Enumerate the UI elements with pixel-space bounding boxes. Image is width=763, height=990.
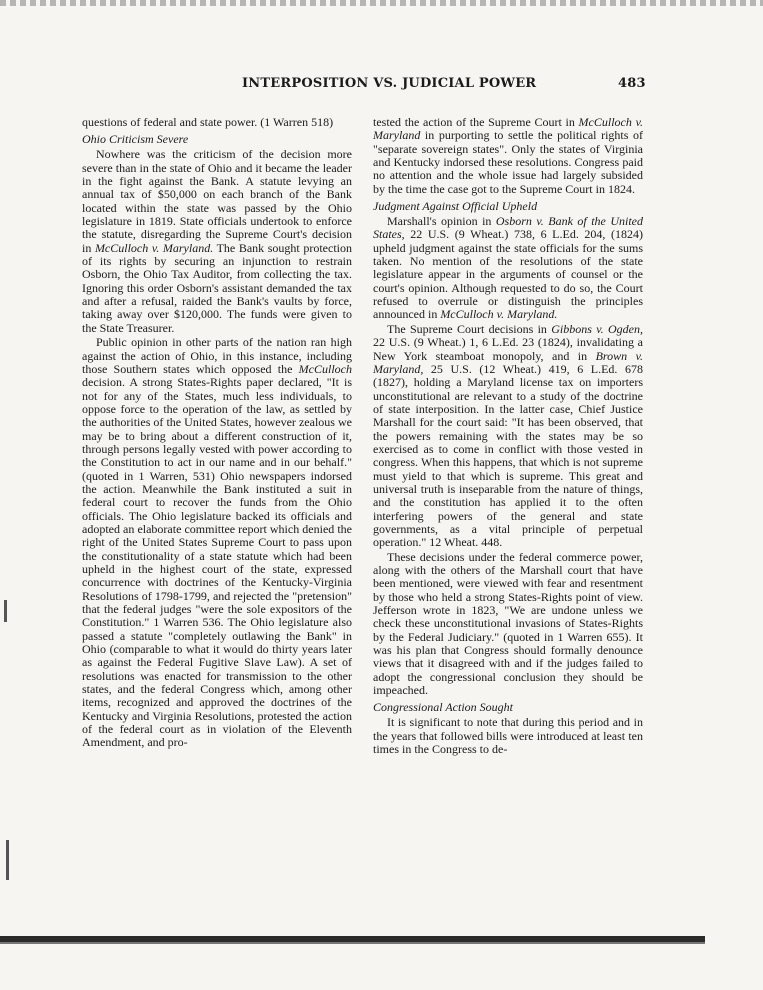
page-number: 483 bbox=[618, 76, 646, 91]
paragraph: questions of federal and state power. (1 Warren 518) bbox=[82, 115, 334, 129]
section-heading: Congressional Action Sought bbox=[373, 700, 514, 715]
case-name: Gibbons v. Ogden, bbox=[551, 321, 643, 336]
paragraph: It is significant to note that during this period and in the years that followed bills were introduced at least ten times in the Congress to de- bbox=[373, 715, 643, 757]
section-heading: Judgment Against Official Upheld bbox=[373, 199, 538, 214]
scan-bottom-edge bbox=[0, 936, 705, 944]
case-name: McCulloch v. Maryland bbox=[373, 115, 644, 143]
paragraph: Nowhere was the criticism of the decision more severe than in the state of Ohio and it became the leader in the fight against the Bank. A statute levying an annual tax of $50,000 on each branch of the Bank located within the state was passed by the Ohio legislature in 1819. State officials undertook to enforce the statute, disregarding the Supreme Court's decision in McCulloch v. Maryland. The Bank sought protection of its rights by securing an injunction to restrain Osborn, the Ohio Tax Auditor, from collecting the tax. Ignoring this order Osborn's assistant demanded the tax and after a refusal, raided the Bank's vaults by force, taking away over $120,000. The funds were given to the State Treasurer. bbox=[82, 147, 352, 335]
case-name: McCulloch v. Maryland. bbox=[94, 240, 214, 255]
section-heading: Ohio Criticism Severe bbox=[82, 132, 189, 147]
case-name: Brown v. Maryland, bbox=[373, 348, 644, 376]
case-name: McCulloch bbox=[298, 361, 352, 376]
scan-top-edge bbox=[0, 0, 763, 6]
binding-mark bbox=[6, 840, 9, 880]
running-head bbox=[0, 76, 763, 96]
paragraph: These decisions under the federal commerce power, along with the others of the Marshall court that have been mentioned, were viewed with fear and resentment by those who held a strong States-Rights point of view. Jefferson wrote in 1823, "We are undone unless we check these unconstitutional invasions of States-Rights by the Federal Judiciary." (quoted in 1 Warren 655). It was his plan that Congress should formally denounce views that it disagreed with and if the judges failed to adopt the congressional conclusion they should be impeached. bbox=[373, 549, 643, 698]
page-title: INTERPOSITION VS. JUDICIAL POWER bbox=[242, 76, 537, 91]
paragraph: The Supreme Court decisions in Gibbons v. Ogden, 22 U.S. (9 Wheat.) 1, 6 L.Ed. 23 (1824), invalidating a New York steamboat monopoly, and in Brown v. Maryland, 25 U.S. (12 Wheat.) 419, 6 L.Ed. 678 (1827), holding a Maryland license tax on importers unconstitutional are relevant to a study of the doctrine of state interposition. In the latter case, Chief Justice Marshall for the court said: "It has been observed, that the powers remaining with the states may be so exercised as to come in conflict with those vested in congress. When this happens, that which is not supreme must yield to that which is supreme. This great and universal truth is inseparable from the nature of things, and the constitution has applied it to the often interfering powers of the general and state governments, as a vital principle of perpetual operation." 12 Wheat. 448. bbox=[373, 321, 644, 550]
paragraph: tested the action of the Supreme Court in McCulloch v. Maryland in purporting to settle the political rights of "separate sovereign states". Only the states of Virginia and Kentucky indorsed these resolutions. Congress paid no attention and the whole issue had largely subsided by the time the case got to the Supreme Court in 1824. bbox=[373, 115, 644, 196]
left-column bbox=[82, 116, 352, 750]
binding-mark bbox=[4, 600, 7, 622]
right-column bbox=[373, 116, 643, 756]
case-name: McCulloch v. Maryland. bbox=[440, 307, 558, 322]
case-name: Osborn v. Bank of the United States, bbox=[373, 214, 643, 242]
paragraph: Public opinion in other parts of the nation ran high against the action of Ohio, in this instance, including those Southern states which opposed the McCulloch decision. A strong States-Rights paper declared, "It is not for any of the States, much less individuals, to oppose force to the operation of the law, as settled by the authorities of the United States, however zealous we may be to bring about a different construction of it, through persons legally vested with power according to the Constitution to act in our name and in our behalf." (quoted in 1 Warren, 531) Ohio newspapers indorsed the action. Meanwhile the Bank instituted a suit in federal court to recover the funds from the Ohio officials. The Ohio legislature backed its officials and adopted an elaborate committee report which denied the right of the United States Supreme Court to pass upon the constitutionality of a state statute which had been upheld in the highest court of the state, expressed concurrence with doctrines of the Kentucky-Virginia Resolutions of 1798-1799, and rejected the "pretension" that the federal judges "were the sole expositors of the Constitution." 1 Warren 536. The Ohio legislature also passed a statute "completely outlawing the Bank" in Ohio (comparable to what it would do thirty years later as against the Federal Fugitive Slave Law). A set of resolutions was enacted for transmission to the other states, and the federal Congress which, among other items, recognized and approved the doctrines of the Kentucky and Virginia Resolutions, protested the action of the federal court as in violation of the Eleventh Amendment, and pro- bbox=[82, 335, 352, 750]
paragraph: Marshall's opinion in Osborn v. Bank of the United States, 22 U.S. (9 Wheat.) 738, 6 L.Ed. 204, (1824) upheld judgment against the state officials for the sums taken. No mention of the resolutions of the state legislature appear in the arguments of counsel or the court's opinion. Although requested to do so, the Court refused to overrule or distinguish the principles announced in McCulloch v. Maryland. bbox=[373, 214, 643, 322]
